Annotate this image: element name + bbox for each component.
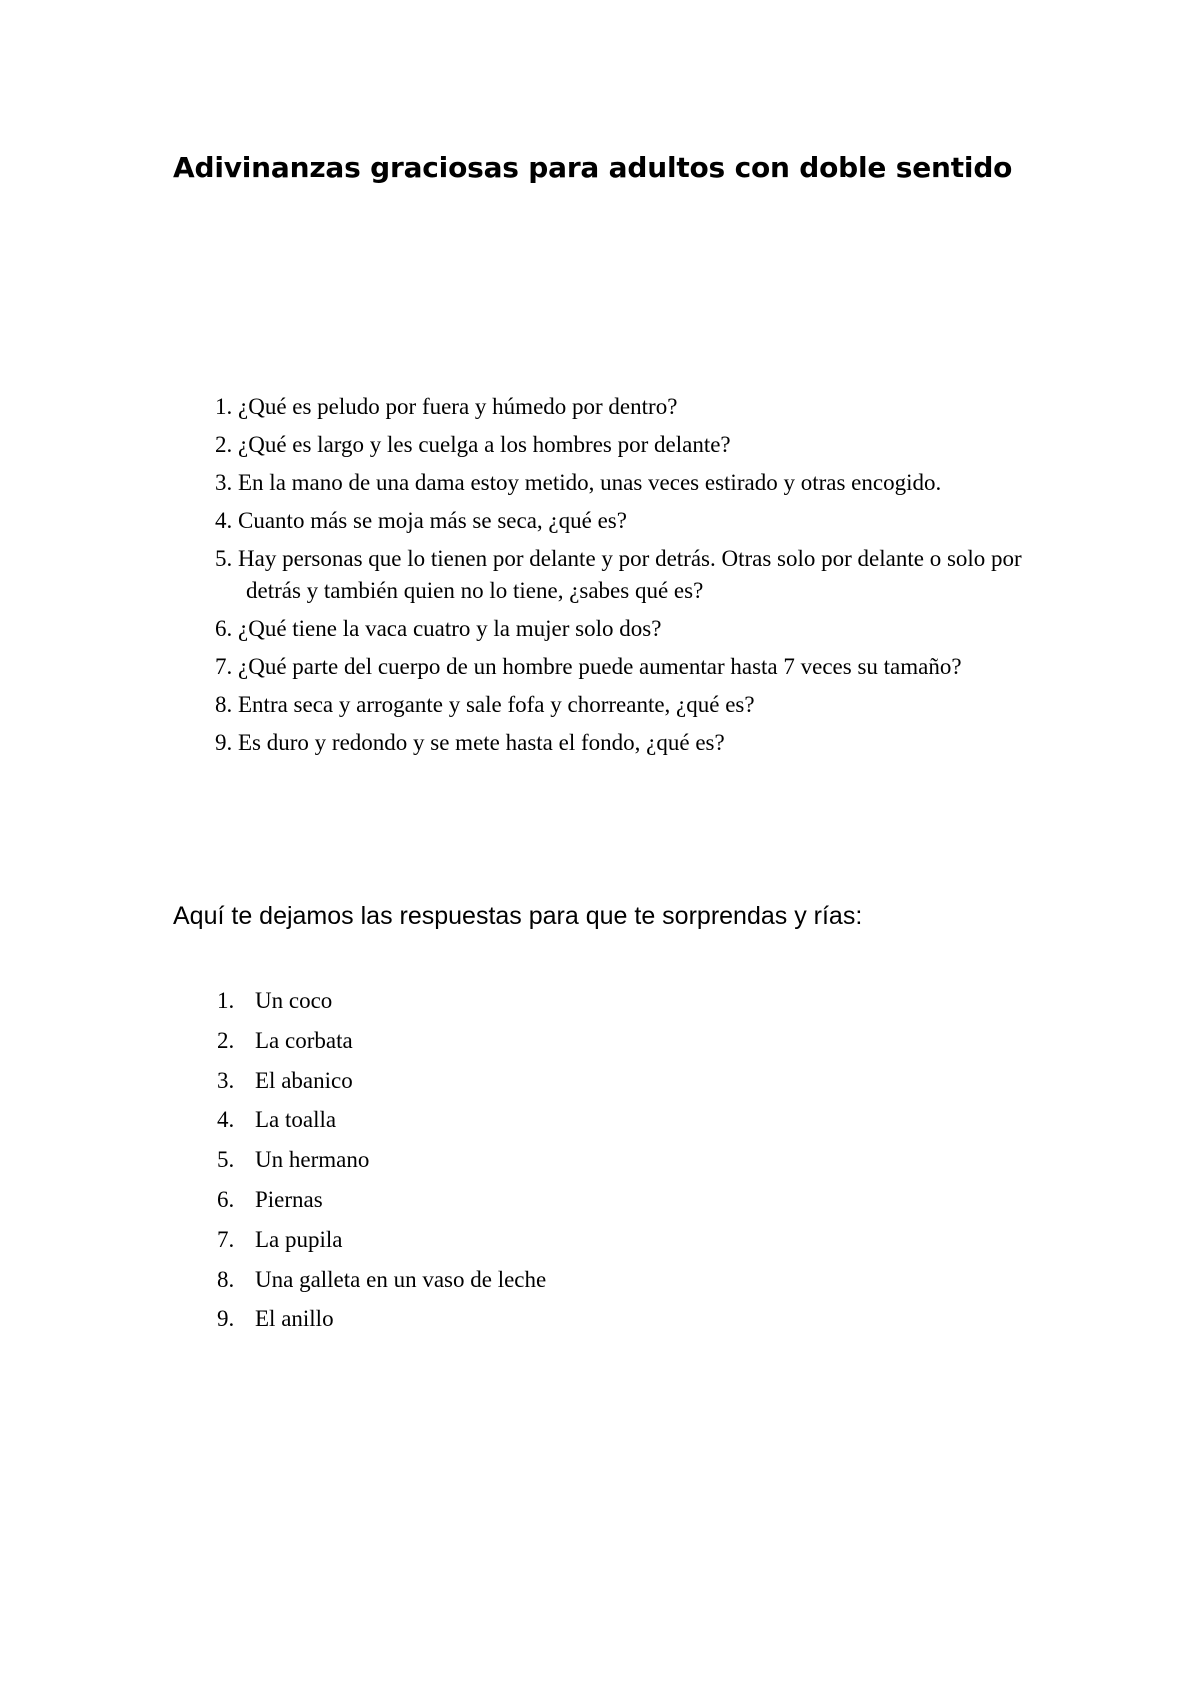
answer-text: La pupila bbox=[255, 1226, 343, 1252]
answer-item bbox=[217, 985, 546, 1017]
riddle-text: ¿Qué es largo y les cuelga a los hombres por delante? bbox=[238, 432, 731, 457]
answer-item bbox=[217, 1264, 546, 1296]
answer-item bbox=[217, 1224, 546, 1256]
riddle-number: 1. bbox=[215, 394, 233, 419]
riddles-list bbox=[215, 391, 1045, 765]
riddle-item bbox=[215, 689, 1045, 721]
answer-text: Una galleta en un vaso de leche bbox=[255, 1266, 547, 1292]
riddle-item bbox=[215, 727, 1045, 759]
riddle-item bbox=[215, 429, 1045, 461]
riddle-item bbox=[215, 505, 1045, 537]
answer-item bbox=[217, 1025, 546, 1057]
answer-text: Un coco bbox=[255, 988, 333, 1013]
riddle-number: 4. bbox=[215, 508, 233, 533]
riddle-number: 8. bbox=[215, 692, 233, 717]
answer-text: La corbata bbox=[255, 1027, 353, 1053]
answer-item bbox=[217, 1184, 546, 1216]
riddle-number: 5. bbox=[215, 546, 233, 571]
riddle-text: Hay personas que lo tienen por delante y por detrás. Otras solo por delante o solo por detrás y también quien no lo tiene, ¿sabes qué es? bbox=[238, 546, 1022, 603]
answer-number: 6. bbox=[217, 1186, 235, 1212]
riddle-number: 3. bbox=[215, 470, 233, 495]
answer-number: 7. bbox=[217, 1226, 235, 1252]
riddle-item bbox=[215, 651, 1045, 683]
riddle-number: 9. bbox=[215, 730, 233, 755]
riddle-item bbox=[215, 467, 1045, 499]
riddle-number: 2. bbox=[215, 432, 233, 457]
answer-number: 5. bbox=[217, 1147, 235, 1173]
riddle-text: ¿Qué parte del cuerpo de un hombre puede aumentar hasta 7 veces su tamaño? bbox=[238, 654, 962, 679]
document-title: Adivinanzas graciosas para adultos con doble sentido bbox=[173, 151, 1013, 184]
answers-heading: Aquí te dejamos las respuestas para que te sorprendas y rías: bbox=[173, 902, 863, 930]
answer-number: 4. bbox=[217, 1107, 235, 1133]
riddle-text: En la mano de una dama estoy metido, unas veces estirado y otras encogido. bbox=[238, 470, 942, 495]
answer-text: Piernas bbox=[255, 1186, 323, 1212]
riddle-text: Entra seca y arrogante y sale fofa y chorreante, ¿qué es? bbox=[238, 692, 755, 717]
answer-number: 3. bbox=[217, 1067, 235, 1093]
answer-item bbox=[217, 1303, 546, 1335]
riddle-text: ¿Qué es peludo por fuera y húmedo por dentro? bbox=[238, 394, 678, 419]
riddle-item bbox=[215, 391, 1045, 423]
answer-item bbox=[217, 1144, 546, 1176]
riddle-text: ¿Qué tiene la vaca cuatro y la mujer solo dos? bbox=[238, 616, 662, 641]
answer-number: 9. bbox=[217, 1306, 235, 1332]
riddle-text: Cuanto más se moja más se seca, ¿qué es? bbox=[238, 508, 627, 533]
answer-number: 2. bbox=[217, 1027, 235, 1053]
answer-text: Un hermano bbox=[255, 1147, 370, 1173]
answer-number: 8. bbox=[217, 1266, 235, 1292]
riddle-item bbox=[215, 543, 1045, 607]
riddle-number: 6. bbox=[215, 616, 233, 641]
answer-item bbox=[217, 1104, 546, 1136]
answer-text: El abanico bbox=[255, 1067, 353, 1093]
answer-text: El anillo bbox=[255, 1306, 334, 1332]
answer-number: 1. bbox=[217, 988, 235, 1013]
answer-text: La toalla bbox=[255, 1107, 337, 1133]
riddle-text: Es duro y redondo y se mete hasta el fondo, ¿qué es? bbox=[238, 730, 725, 755]
riddle-number: 7. bbox=[215, 654, 233, 679]
riddle-item bbox=[215, 613, 1045, 645]
answers-list bbox=[217, 985, 546, 1343]
answer-item bbox=[217, 1065, 546, 1097]
